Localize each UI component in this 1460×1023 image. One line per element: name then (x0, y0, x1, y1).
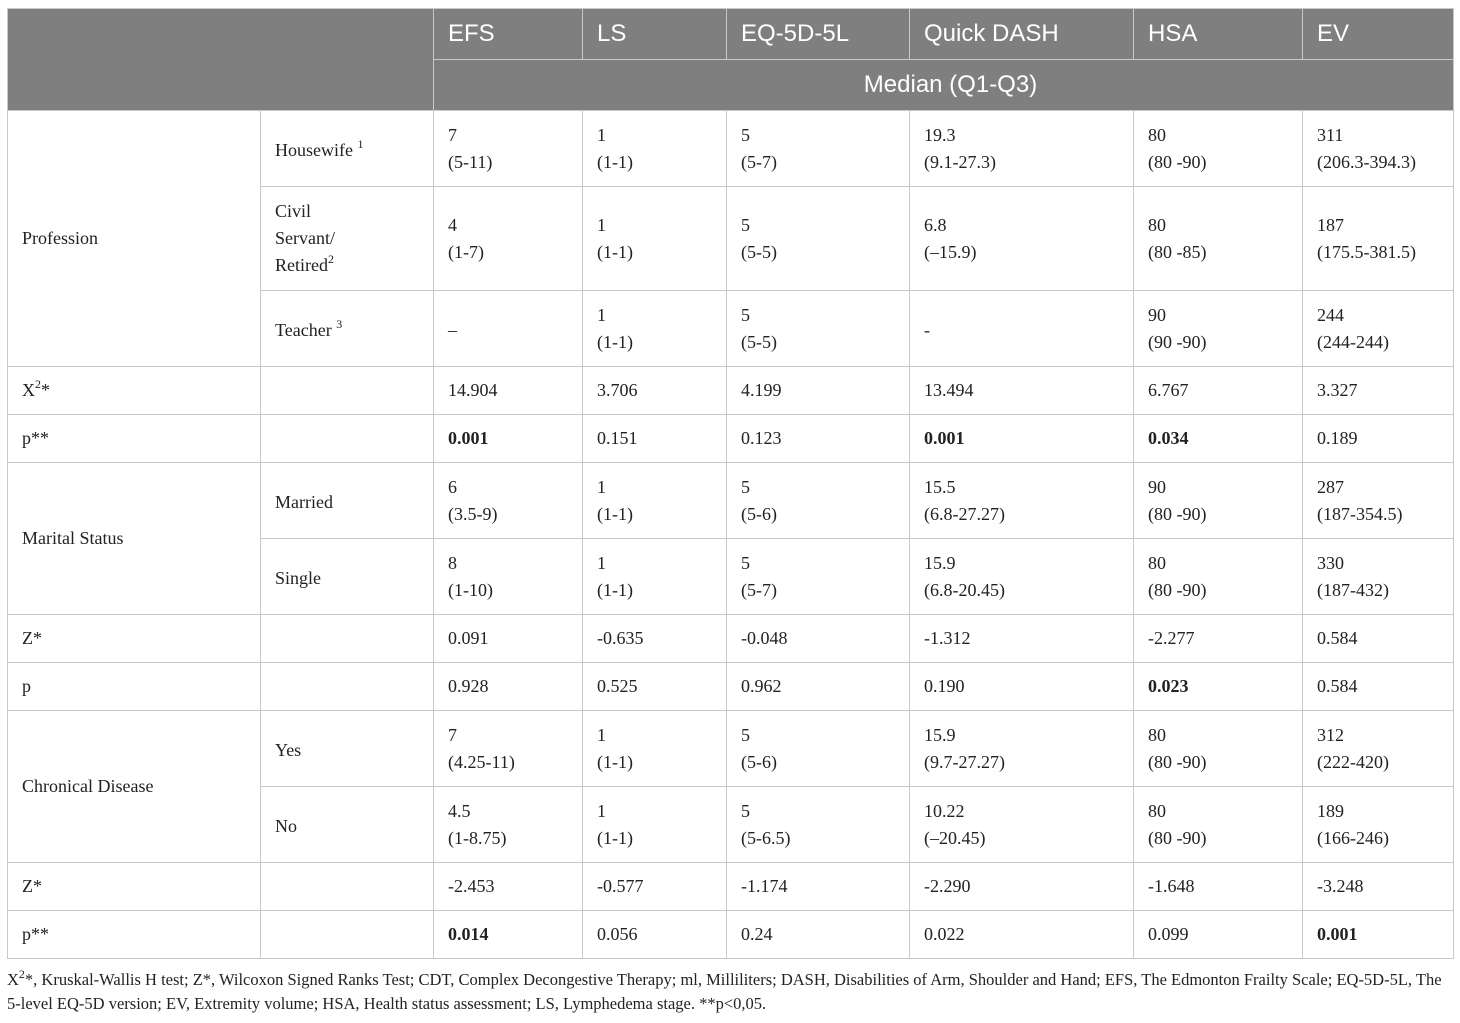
cell: 5 (5-7) (727, 539, 910, 615)
cell: 1 (1-1) (583, 463, 727, 539)
cell: 0.525 (583, 663, 727, 711)
col-header-eq5d5l: EQ-5D-5L (727, 9, 910, 60)
cell: 5 (5-7) (727, 111, 910, 187)
row-label-teacher: Teacher $^3$ (261, 291, 434, 367)
cell: 80 (80 -90) (1134, 111, 1303, 187)
col-header-quick-dash: Quick DASH (910, 9, 1134, 60)
results-table (7, 8, 1454, 959)
cell: 8 (1-10) (434, 539, 583, 615)
cell: 0.189 (1303, 415, 1454, 463)
cell: -0.635 (583, 615, 727, 663)
cell: -2.277 (1134, 615, 1303, 663)
header-blank (8, 9, 434, 111)
cell: 3.706 (583, 367, 727, 415)
cell: 80 (80 -85) (1134, 187, 1303, 291)
cell: 5 (5-5) (727, 291, 910, 367)
table-row (8, 463, 1454, 539)
cell: – (434, 291, 583, 367)
cell: -2.453 (434, 863, 583, 911)
cell: -2.290 (910, 863, 1134, 911)
cell: 312 (222-420) (1303, 711, 1454, 787)
table-row (8, 663, 1454, 711)
cell: 1 (1-1) (583, 291, 727, 367)
cell: 5 (5-6) (727, 463, 910, 539)
cell: 14.904 (434, 367, 583, 415)
cell: -1.174 (727, 863, 910, 911)
cell: 3.327 (1303, 367, 1454, 415)
p-label: p** (8, 911, 261, 959)
cell: 90 (80 -90) (1134, 463, 1303, 539)
cell: 4 (1-7) (434, 187, 583, 291)
cell: 1 (1-1) (583, 187, 727, 291)
group-label-profession: Profession (8, 111, 261, 367)
col-header-ls: LS (583, 9, 727, 60)
table-row (8, 415, 1454, 463)
cell: -0.048 (727, 615, 910, 663)
cell: 0.928 (434, 663, 583, 711)
cell: -0.577 (583, 863, 727, 911)
cell: 187 (175.5-381.5) (1303, 187, 1454, 291)
cell: 1 (1-1) (583, 111, 727, 187)
col-header-hsa: HSA (1134, 9, 1303, 60)
cell: 0.24 (727, 911, 910, 959)
cell-significant: 0.034 (1134, 415, 1303, 463)
cell-significant: 0.001 (434, 415, 583, 463)
table-row (8, 711, 1454, 787)
cell: 189 (166-246) (1303, 787, 1454, 863)
cell: 311 (206.3-394.3) (1303, 111, 1454, 187)
cell: -1.312 (910, 615, 1134, 663)
cell: 1 (1-1) (583, 539, 727, 615)
cell: 287 (187-354.5) (1303, 463, 1454, 539)
cell: 6 (3.5-9) (434, 463, 583, 539)
table-row (8, 111, 1454, 187)
col-header-efs: EFS (434, 9, 583, 60)
table-footnote: $X^2*$, Kruskal-Wallis H test; Z*, Wilcoxon Signed Ranks Test; CDT, Complex Decongestive Therapy; ml, Milliliters; DASH, Disabilities of Arm, Shoulder and Hand; EFS, The Edmonton Frailty Scale; EQ-5D-5L, The 5-level EQ-5D version; EV, Extremity volume; HSA, Health status assessment; LS, Lymphedema stage. **p<0,05. (7, 966, 1442, 1013)
cell: 0.151 (583, 415, 727, 463)
cell: 0.962 (727, 663, 910, 711)
row-label-civil-servant-retired: Civil Servant/ Retired$^2$ (261, 187, 434, 291)
cell: 7 (5-11) (434, 111, 583, 187)
cell: 6.767 (1134, 367, 1303, 415)
cell-significant: 0.001 (910, 415, 1134, 463)
cell: 0.091 (434, 615, 583, 663)
cell: 0.099 (1134, 911, 1303, 959)
cell-significant: 0.023 (1134, 663, 1303, 711)
cell: 0.584 (1303, 615, 1454, 663)
cell: 4.5 (1-8.75) (434, 787, 583, 863)
table-row (8, 911, 1454, 959)
cell: 1 (1-1) (583, 787, 727, 863)
cell: - (910, 291, 1134, 367)
cell-significant: 0.014 (434, 911, 583, 959)
row-label-no: No (261, 787, 434, 863)
group-label-marital-status: Marital Status (8, 463, 261, 615)
cell: 4.199 (727, 367, 910, 415)
table-row (8, 863, 1454, 911)
row-label-yes: Yes (261, 711, 434, 787)
cell: 80 (80 -90) (1134, 539, 1303, 615)
cell-significant: 0.001 (1303, 911, 1454, 959)
cell: 330 (187-432) (1303, 539, 1454, 615)
cell: 5 (5-6.5) (727, 787, 910, 863)
cell: 80 (80 -90) (1134, 787, 1303, 863)
cell: 15.9 (6.8-20.45) (910, 539, 1134, 615)
row-label-single: Single (261, 539, 434, 615)
cell: 0.123 (727, 415, 910, 463)
cell: 7 (4.25-11) (434, 711, 583, 787)
cell: 13.494 (910, 367, 1134, 415)
table-row (8, 367, 1454, 415)
cell: 90 (90 -90) (1134, 291, 1303, 367)
cell: 80 (80 -90) (1134, 711, 1303, 787)
cell: 0.022 (910, 911, 1134, 959)
cell: 5 (5-6) (727, 711, 910, 787)
stat-label-z: Z* (8, 863, 261, 911)
cell: 10.22 (–20.45) (910, 787, 1134, 863)
cell: 0.056 (583, 911, 727, 959)
stat-label-z: Z* (8, 615, 261, 663)
row-label-housewife: Housewife $^1$ (261, 111, 434, 187)
cell: 244 (244-244) (1303, 291, 1454, 367)
table-row (8, 615, 1454, 663)
p-label: p (8, 663, 261, 711)
cell: 1 (1-1) (583, 711, 727, 787)
cell: 5 (5-5) (727, 187, 910, 291)
cell: 0.190 (910, 663, 1134, 711)
p-label: p** (8, 415, 261, 463)
cell: 19.3 (9.1-27.3) (910, 111, 1134, 187)
cell: 15.5 (6.8-27.27) (910, 463, 1134, 539)
cell: 6.8 (–15.9) (910, 187, 1134, 291)
subheader-median: Median (Q1-Q3) (434, 60, 1454, 111)
group-label-chronical-disease: Chronical Disease (8, 711, 261, 863)
col-header-ev: EV (1303, 9, 1454, 60)
cell: 15.9 (9.7-27.27) (910, 711, 1134, 787)
cell: -3.248 (1303, 863, 1454, 911)
row-label-married: Married (261, 463, 434, 539)
stat-label-chi-square: $X^2*$ (8, 367, 261, 415)
cell: -1.648 (1134, 863, 1303, 911)
cell: 0.584 (1303, 663, 1454, 711)
